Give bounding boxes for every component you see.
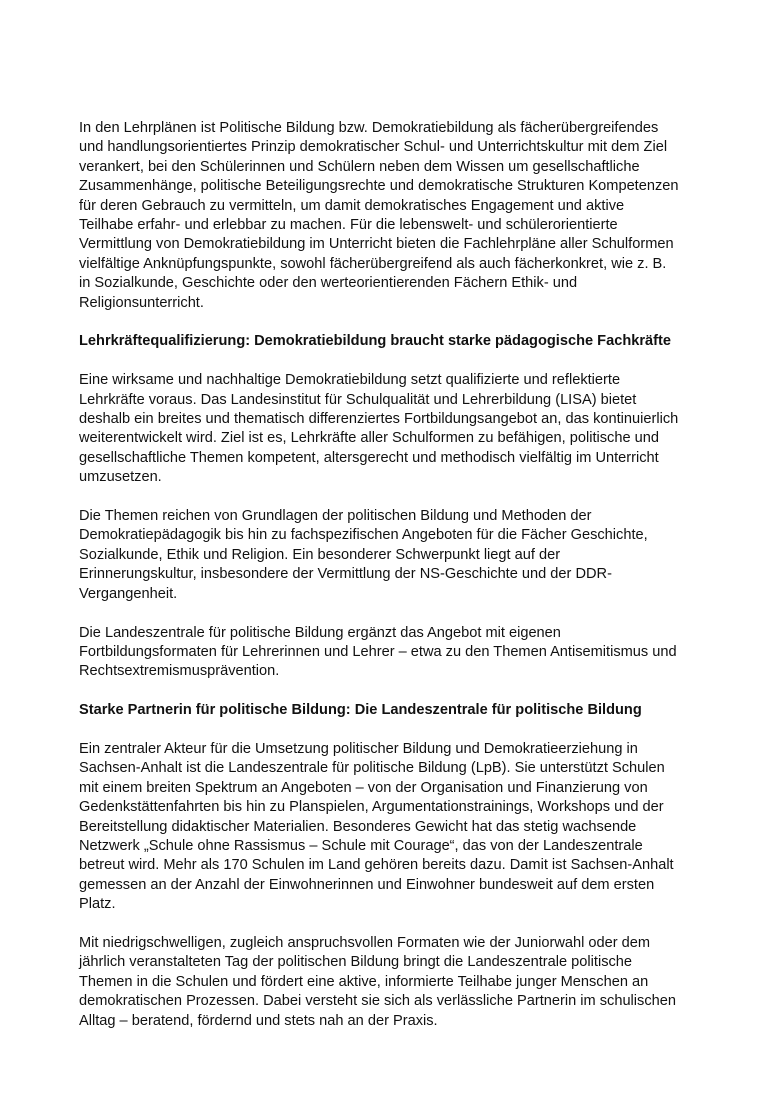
- paragraph-formats: Mit niedrigschwelligen, zugleich anspruchsvollen Formaten wie der Juniorwahl oder dem jährlich veranstalteten Tag der politischen Bildung bringt die Landeszentrale politische Themen in die Schulen und fördert eine aktive, informierte Teilhabe junger Menschen an demokratischen Prozessen. Dabei versteht sie sich als verlässliche Partnerin im schulischen Alltag – beratend, fördernd und stets nah an der Praxis.: [79, 934, 676, 1029]
- paragraph-lisa-training: Eine wirksame und nachhaltige Demokratiebildung setzt qualifizierte und reflektierte Lehrkräfte voraus. Das Landesinstitut für Schulqualität und Lehrerbildung (LISA) bietet deshalb ein breites und thematisch differenziertes Fortbildungsangebot an, das kontinuierlich weiterentwickelt wird. Ziel ist es, Lehrkräfte aller Schulformen zu befähigen, politische und gesellschaftliche Themen kompetent, altersgerecht und methodisch vielfältig im Unterricht umzusetzen.: [79, 372, 679, 486]
- document-page: [79, 119, 699, 1050]
- heading-strong-partner: Starke Partnerin für politische Bildung: Die Landeszentrale für politische Bildung: [79, 702, 642, 719]
- heading-teacher-qualification: Lehrkräftequalifizierung: Demokratiebildung braucht starke pädagogische Fachkräfte: [79, 333, 671, 350]
- paragraph-curriculum: In den Lehrplänen ist Politische Bildung bzw. Demokratiebildung als fächerübergreifendes und handlungsorientiertes Prinzip demokratischer Schul- und Unterrichtskultur mit dem Ziel verankert, bei den Schülerinnen und Schülern neben dem Wissen um gesellschaftliche Zusammenhänge, politische Beteiligungsrechte und demokratische Strukturen Kompetenzen für deren Gebrauch zu vermitteln, um damit demokratisches Engagement und aktive Teilhabe erfahr- und erlebbar zu machen. Für die lebenswelt- und schülerorientierte Vermittlung von Demokratiebildung im Unterricht bieten die Fachlehrpläne aller Schulformen vielfältige Anknüpfungspunkte, sowohl fächerübergreifend als auch fächerkonkret, wie z. B. in Sozialkunde, Geschichte oder den werteorientierenden Fächern Ethik- und Religionsunterricht.: [79, 120, 679, 311]
- paragraph-topics: Die Themen reichen von Grundlagen der politischen Bildung und Methoden der Demokratiepädagogik bis hin zu fachspezifischen Angeboten für die Fächer Geschichte, Sozialkunde, Ethik und Religion. Ein besonderer Schwerpunkt liegt auf der Erinnerungskultur, insbesondere der Vermittlung der NS-Geschichte und der DDR- Vergangenheit.: [79, 508, 648, 602]
- paragraph-lpb-training: Die Landeszentrale für politische Bildung ergänzt das Angebot mit eigenen Fortbildungsformaten für Lehrerinnen und Lehrer – etwa zu den Themen Antisemitismus und Rechtsextremismusprävention.: [79, 624, 677, 680]
- paragraph-lpb-actor: Ein zentraler Akteur für die Umsetzung politischer Bildung und Demokratieerziehung in Sachsen-Anhalt ist die Landeszentrale für politische Bildung (LpB). Sie unterstützt Schulen mit einem breiten Spektrum an Angeboten – von der Organisation und Finanzierung von Gedenkstättenfahrten bis hin zu Planspielen, Argumentationstrainings, Workshops und der Bereitstellung didaktischer Materialien. Besonderes Gewicht hat das stetig wachsende Netzwerk „Schule ohne Rassismus – Schule mit Courage“, das von der Landeszentrale betreut wird. Mehr als 170 Schulen im Land gehören bereits dazu. Damit ist Sachsen-Anhalt gemessen an der Anzahl der Einwohnerinnen und Einwohner bundesweit auf dem ersten Platz.: [79, 740, 674, 913]
